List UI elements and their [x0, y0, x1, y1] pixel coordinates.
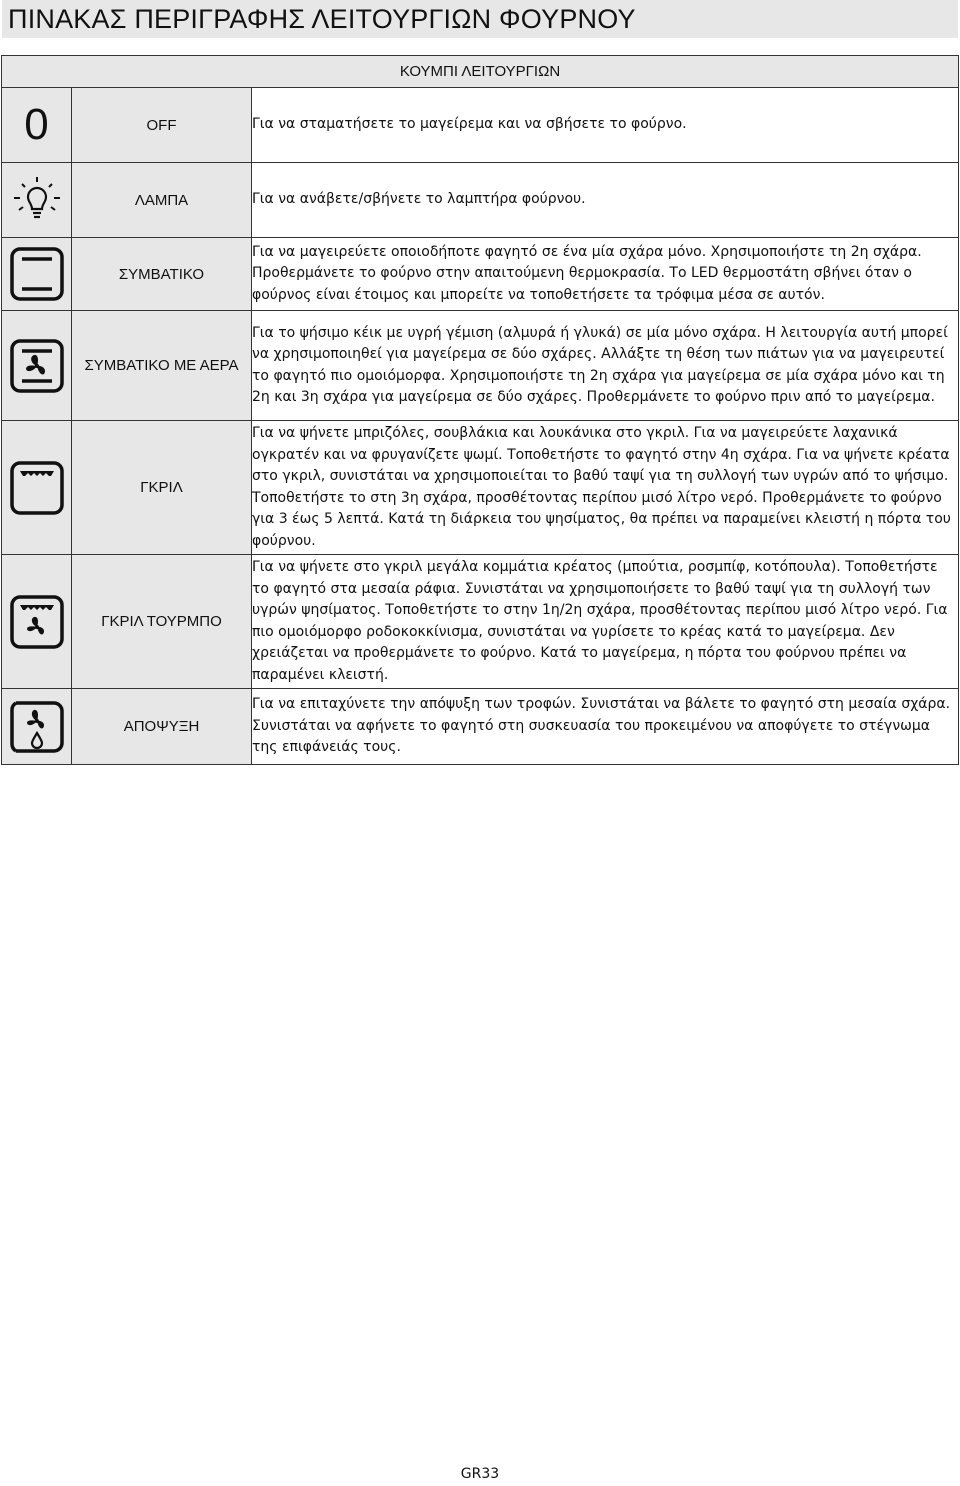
function-name: ΑΠΟΨΥΞΗ: [72, 689, 252, 765]
title-bar: [2, 0, 958, 38]
table-row: [2, 421, 959, 555]
table-row: [2, 88, 959, 163]
table-row: [2, 238, 959, 311]
page-number: GR33: [460, 1466, 500, 1482]
function-name: ΛΑΜΠΑ: [72, 163, 252, 238]
function-description: Για να ψήνετε μπριζόλες, σουβλάκια και λουκάνικα στο γκριλ. Για να μαγειρεύετε λαχανικά ογκρατέν και να φρυγανίζετε ψωμί. Τοποθετήστε το φαγητό στην 4η σχάρα. Για να ψήνετε κρέατα στο γκριλ, συνιστάται να χρησιμοποιείται το βαθύ ταψί για τη συλλογή των υγρών από το ψήσιμο. Τοποθετήστε το στη 3η σχάρα, προσθέτοντας περίπου μισό λίτρο νερό. Προθερμάνετε το φούρνο για 3 έως 5 λεπτά. Κατά τη διάρκεια του ψησίματος, θα πρέπει να παραμείνει κλειστή η πόρτα του φούρνου.: [252, 421, 959, 555]
table-row: [2, 163, 959, 238]
table-header: ΚΟΥΜΠΙ ΛΕΙΤΟΥΡΓΙΩΝ: [2, 56, 959, 88]
function-description: Για το ψήσιμο κέικ με υγρή γέμιση (αλμυρά ή γλυκά) σε μία μόνο σχάρα. Η λειτουργία αυτή μπορεί να χρησιμοποιηθεί για μαγείρεμα σε δύο σχάρες. Αλλάξτε τη θέση των πιάτων για να μαγειρευτεί το φαγητό πιο ομοιόμορφα. Χρησιμοποιήστε τη 2η σχάρα για μαγείρεμα σε μία σχάρα μόνο και τη 2η και 3η σχάρα για μαγείρεμα σε δύο σχάρες. Προθερμάνετε το φούρνο πριν από το μαγείρεμα.: [252, 311, 959, 421]
function-description: Για να μαγειρεύετε οποιοδήποτε φαγητό σε ένα μία σχάρα μόνο. Χρησιμοποιήστε τη 2η σχάρα. Προθερμάνετε το φούρνο στην απαιτούμενη θερμοκρασία. Το LED θερμοστάτη σβήνει όταν ο φούρνος είναι έτοιμος και μπορείτε να τοποθετήσετε τα τρόφιμα μέσα σε αυτόν.: [252, 238, 959, 311]
oven-functions-table: [1, 55, 959, 765]
table-header-row: [2, 56, 959, 88]
function-name: ΣΥΜΒΑΤΙΚΟ: [72, 238, 252, 311]
lamp-icon: [2, 163, 72, 238]
turbo-grill-icon: [2, 555, 72, 689]
page-title: ΠΙΝΑΚΑΣ ΠΕΡΙΓΡΑΦΗΣ ΛΕΙΤΟΥΡΓΙΩΝ ΦΟΥΡΝΟΥ: [8, 4, 636, 34]
function-description: Για να ανάβετε/σβήνετε το λαμπτήρα φούρνου.: [252, 163, 959, 238]
table-row: [2, 689, 959, 765]
off-zero-icon: 0: [2, 88, 72, 163]
function-name: OFF: [72, 88, 252, 163]
grill-icon: [2, 421, 72, 555]
function-description: Για να σταματήσετε το μαγείρεμα και να σβήσετε το φούρνο.: [252, 88, 959, 163]
fan-assisted-oven-icon: [2, 311, 72, 421]
table-row: [2, 555, 959, 689]
function-description: Για να επιταχύνετε την απόψυξη των τροφών. Συνιστάται να βάλετε το φαγητό στη μεσαία σχάρα. Συνιστάται να αφήνετε το φαγητό στη συσκευασία του προκειμένου να αποφύγετε το στέγνωμα της επιφάνειάς τους.: [252, 689, 959, 765]
function-name: ΓΚΡΙΛ ΤΟΥΡΜΠΟ: [72, 555, 252, 689]
table-row: [2, 311, 959, 421]
conventional-oven-icon: [2, 238, 72, 311]
function-name: ΓΚΡΙΛ: [72, 421, 252, 555]
function-name: ΣΥΜΒΑΤΙΚΟ ΜΕ ΑΕΡΑ: [72, 311, 252, 421]
defrost-icon: [2, 689, 72, 765]
function-description: Για να ψήνετε στο γκριλ μεγάλα κομμάτια κρέατος (μπούτια, ροσμπίφ, κοτόπουλα). Τοποθετήστε το φαγητό στα μεσαία ράφια. Συνιστάται να χρησιμοποιήσετε το βαθύ ταψί για τη συλλογή των υγρών ψησίματος. Τοποθετήστε το στην 1η/2η σχάρα, προσθέτοντας περίπου μισό λίτρο νερό. Για πιο ομοιόμορφο ροδοκοκκίνισμα, συνιστάται να γυρίσετε το κρέας κατά το μαγείρεμα. Δεν χρειάζεται να προθερμάνετε το φούρνο. Κατά το μαγείρεμα, η πόρτα του φούρνου πρέπει να παραμένει κλειστή.: [252, 555, 959, 689]
